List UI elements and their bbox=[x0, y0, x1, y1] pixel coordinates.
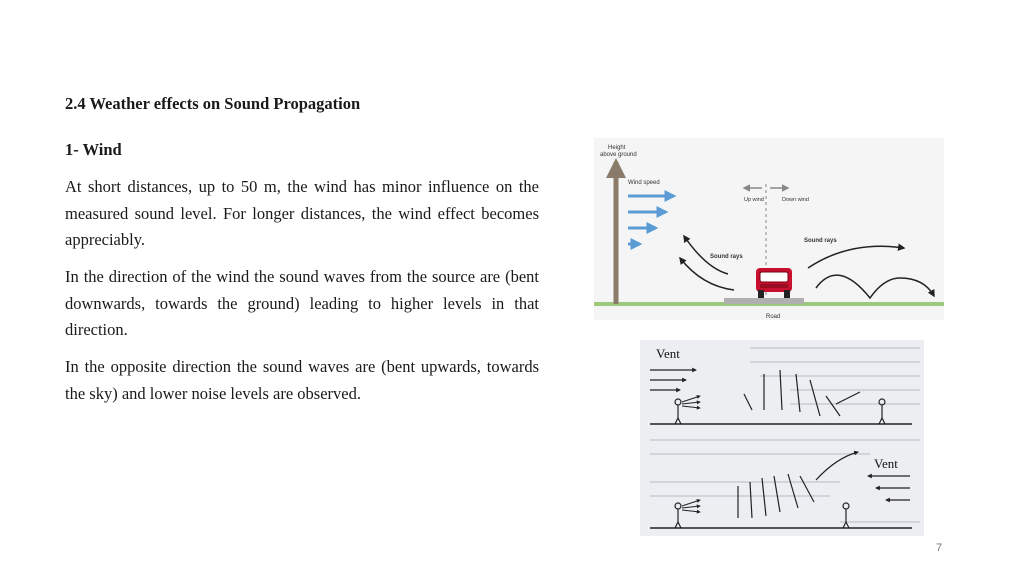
sound-rays-right-label: Sound rays bbox=[804, 238, 837, 244]
road-label: Road bbox=[766, 314, 781, 320]
page-number: 7 bbox=[936, 542, 943, 554]
paragraph-downwind: In the direction of the wind the sound waves from the source are (bent downwards, towards the ground) leading to higher levels in that direction. bbox=[65, 267, 539, 339]
height-label-line2: above ground bbox=[600, 152, 637, 158]
down-wind-label: Down wind bbox=[782, 197, 809, 203]
height-label-line1: Height bbox=[608, 145, 626, 151]
road bbox=[724, 298, 804, 304]
wind-speed-label: Wind speed bbox=[628, 180, 660, 186]
section-heading: 2.4 Weather effects on Sound Propagation bbox=[65, 94, 361, 113]
paragraph-upwind: In the opposite direction the sound waves are (bent upwards, towards the sky) and lower noise levels are observed. bbox=[65, 357, 539, 403]
vent-refraction-diagram bbox=[640, 340, 924, 536]
subsection-heading: 1- Wind bbox=[65, 140, 122, 159]
vent-top-label: Vent bbox=[656, 346, 680, 361]
paragraph-short-distances: At short distances, up to 50 m, the wind has minor influence on the measured sound level. For longer distances, the wind effect becomes appreciably. bbox=[65, 177, 539, 249]
wind-gradient-diagram bbox=[594, 138, 944, 320]
vent-bottom-label: Vent bbox=[874, 456, 898, 471]
sound-rays-left-label: Sound rays bbox=[710, 254, 743, 260]
up-wind-label: Up wind bbox=[744, 197, 764, 203]
